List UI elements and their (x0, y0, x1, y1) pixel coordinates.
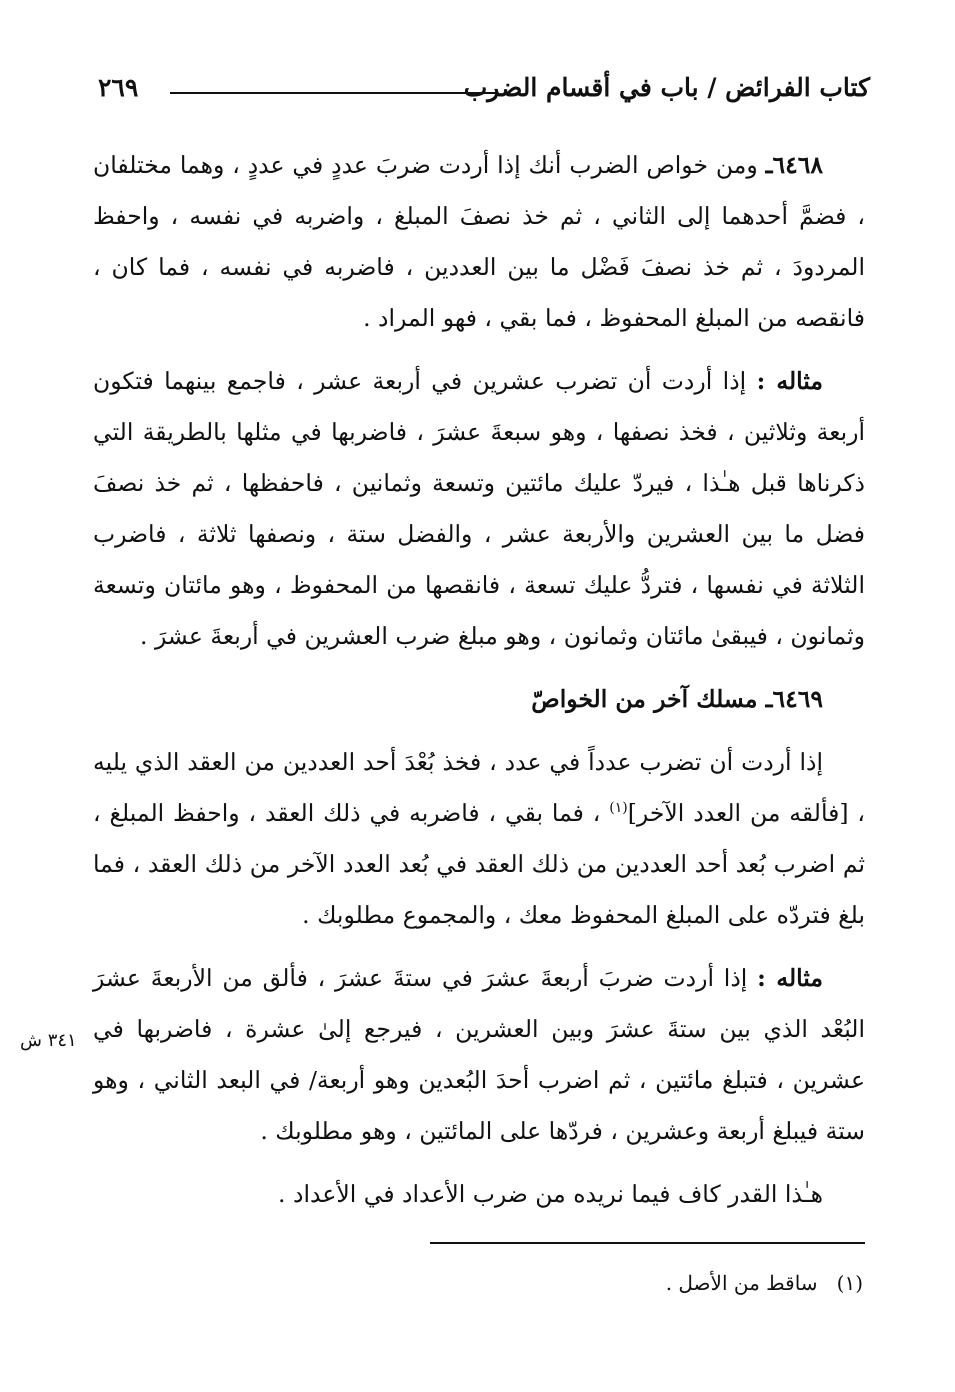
footnote-ref[interactable]: (١) (609, 800, 628, 817)
page-body (93, 140, 865, 1220)
method-paragraph (93, 737, 865, 941)
closing-text: هـٰذا القدر كاف فيما نريده من ضرب الأعداد في الأعداد . (278, 1180, 823, 1208)
example-text: إذا أردت أن تضرب عشرين في أربعة عشر ، فاجمع بينهما فتكون أربعة وثلاثين ، فخذ نصفها ، وهو سبعةَ عشرَ ، فاضربها في مثلها بالطريقة التي ذكرناها قبل هـٰذا ، فيردّ عليك مائتين وتسعة وثمانين ، فاحفظها ، ثم خذ نصفَ فضل ما بين العشرين والأربعة عشر ، والفضل ستة ، ونصفها ثلاثة ، فاضرب الثلاثة في نفسها ، فتردُّ عليك تسعة ، فانقصها من المحفوظ ، وهو مائتان وتسعة وثمانون ، فيبقىٰ مائتان وثمانون ، وهو مبلغ ضرب العشرين في أربعةَ عشرَ . (93, 367, 865, 650)
margin-folio-note: ٣٤١ ش (20, 1030, 77, 1051)
page-header (98, 68, 870, 108)
example-lead: مثاله : (756, 367, 823, 395)
section-number: ٦٤٦٨ـ (765, 151, 823, 179)
example-paragraph-2 (93, 953, 865, 1157)
section-6468 (93, 140, 865, 344)
footnote (666, 1266, 863, 1300)
method-text-b: ، فما بقي ، فاضربه في ذلك العقد ، واحفظ المبلغ ، ثم اضرب بُعد أحد العددين من ذلك العقد في بُعد العدد الآخر من ذلك العقد ، فما بلغ فتردّه على المبلغ المحفوظ معك ، والمجموع مطلوبك . (93, 799, 865, 929)
header-rule (170, 92, 498, 94)
section-heading: مسلك آخر من الخواصّ (531, 685, 758, 713)
footnote-text: ساقط من الأصل . (665, 1271, 818, 1295)
example-lead: مثاله : (757, 964, 823, 992)
running-title: كتاب الفرائض / باب في أقسام الضرب (463, 73, 870, 102)
section-text: ومن خواص الضرب أنك إذا أردت ضربَ عددٍ في عددٍ ، وهما مختلفان ، فضمَّ أحدهما إلى الثاني ، ثم خذ نصفَ المبلغ ، واضربه في نفسه ، واحفظ المردودَ ، ثم خذ نصفَ فَضْل ما بين العددين ، فاضربه في نفسه ، فما كان ، فانقصه من المبلغ المحفوظ ، فما بقي ، فهو المراد . (93, 151, 865, 332)
footnote-rule (430, 1242, 865, 1244)
footnote-marker: (١) (836, 1271, 863, 1295)
example-text: إذا أردت ضربَ أربعةَ عشرَ في ستةَ عشرَ ، فألق من الأربعةَ عشرَ البُعْد الذي بين ستةَ عشرَ وبين العشرين ، فيرجع إلىٰ عشرة ، فاضربها في عشرين ، فتبلغ مائتين ، ثم اضرب أحدَ البُعدين وهو أربعة/ في البعد الثاني ، وهو ستة فيبلغ أربعة وعشرين ، فردّها على المائتين ، وهو مطلوبك . (93, 964, 865, 1145)
example-paragraph (93, 356, 865, 662)
section-6469-heading (93, 674, 865, 725)
method-text-a: إذا أردت أن تضرب عدداً في عدد ، فخذ بُعْدَ أحد العددين من العقد الذي يليه ، [فألقه من العدد الآخر] (93, 748, 865, 827)
page-number: ٢٦٩ (98, 73, 139, 102)
section-number: ٦٤٦٩ـ (765, 685, 823, 713)
closing-paragraph (93, 1169, 865, 1220)
